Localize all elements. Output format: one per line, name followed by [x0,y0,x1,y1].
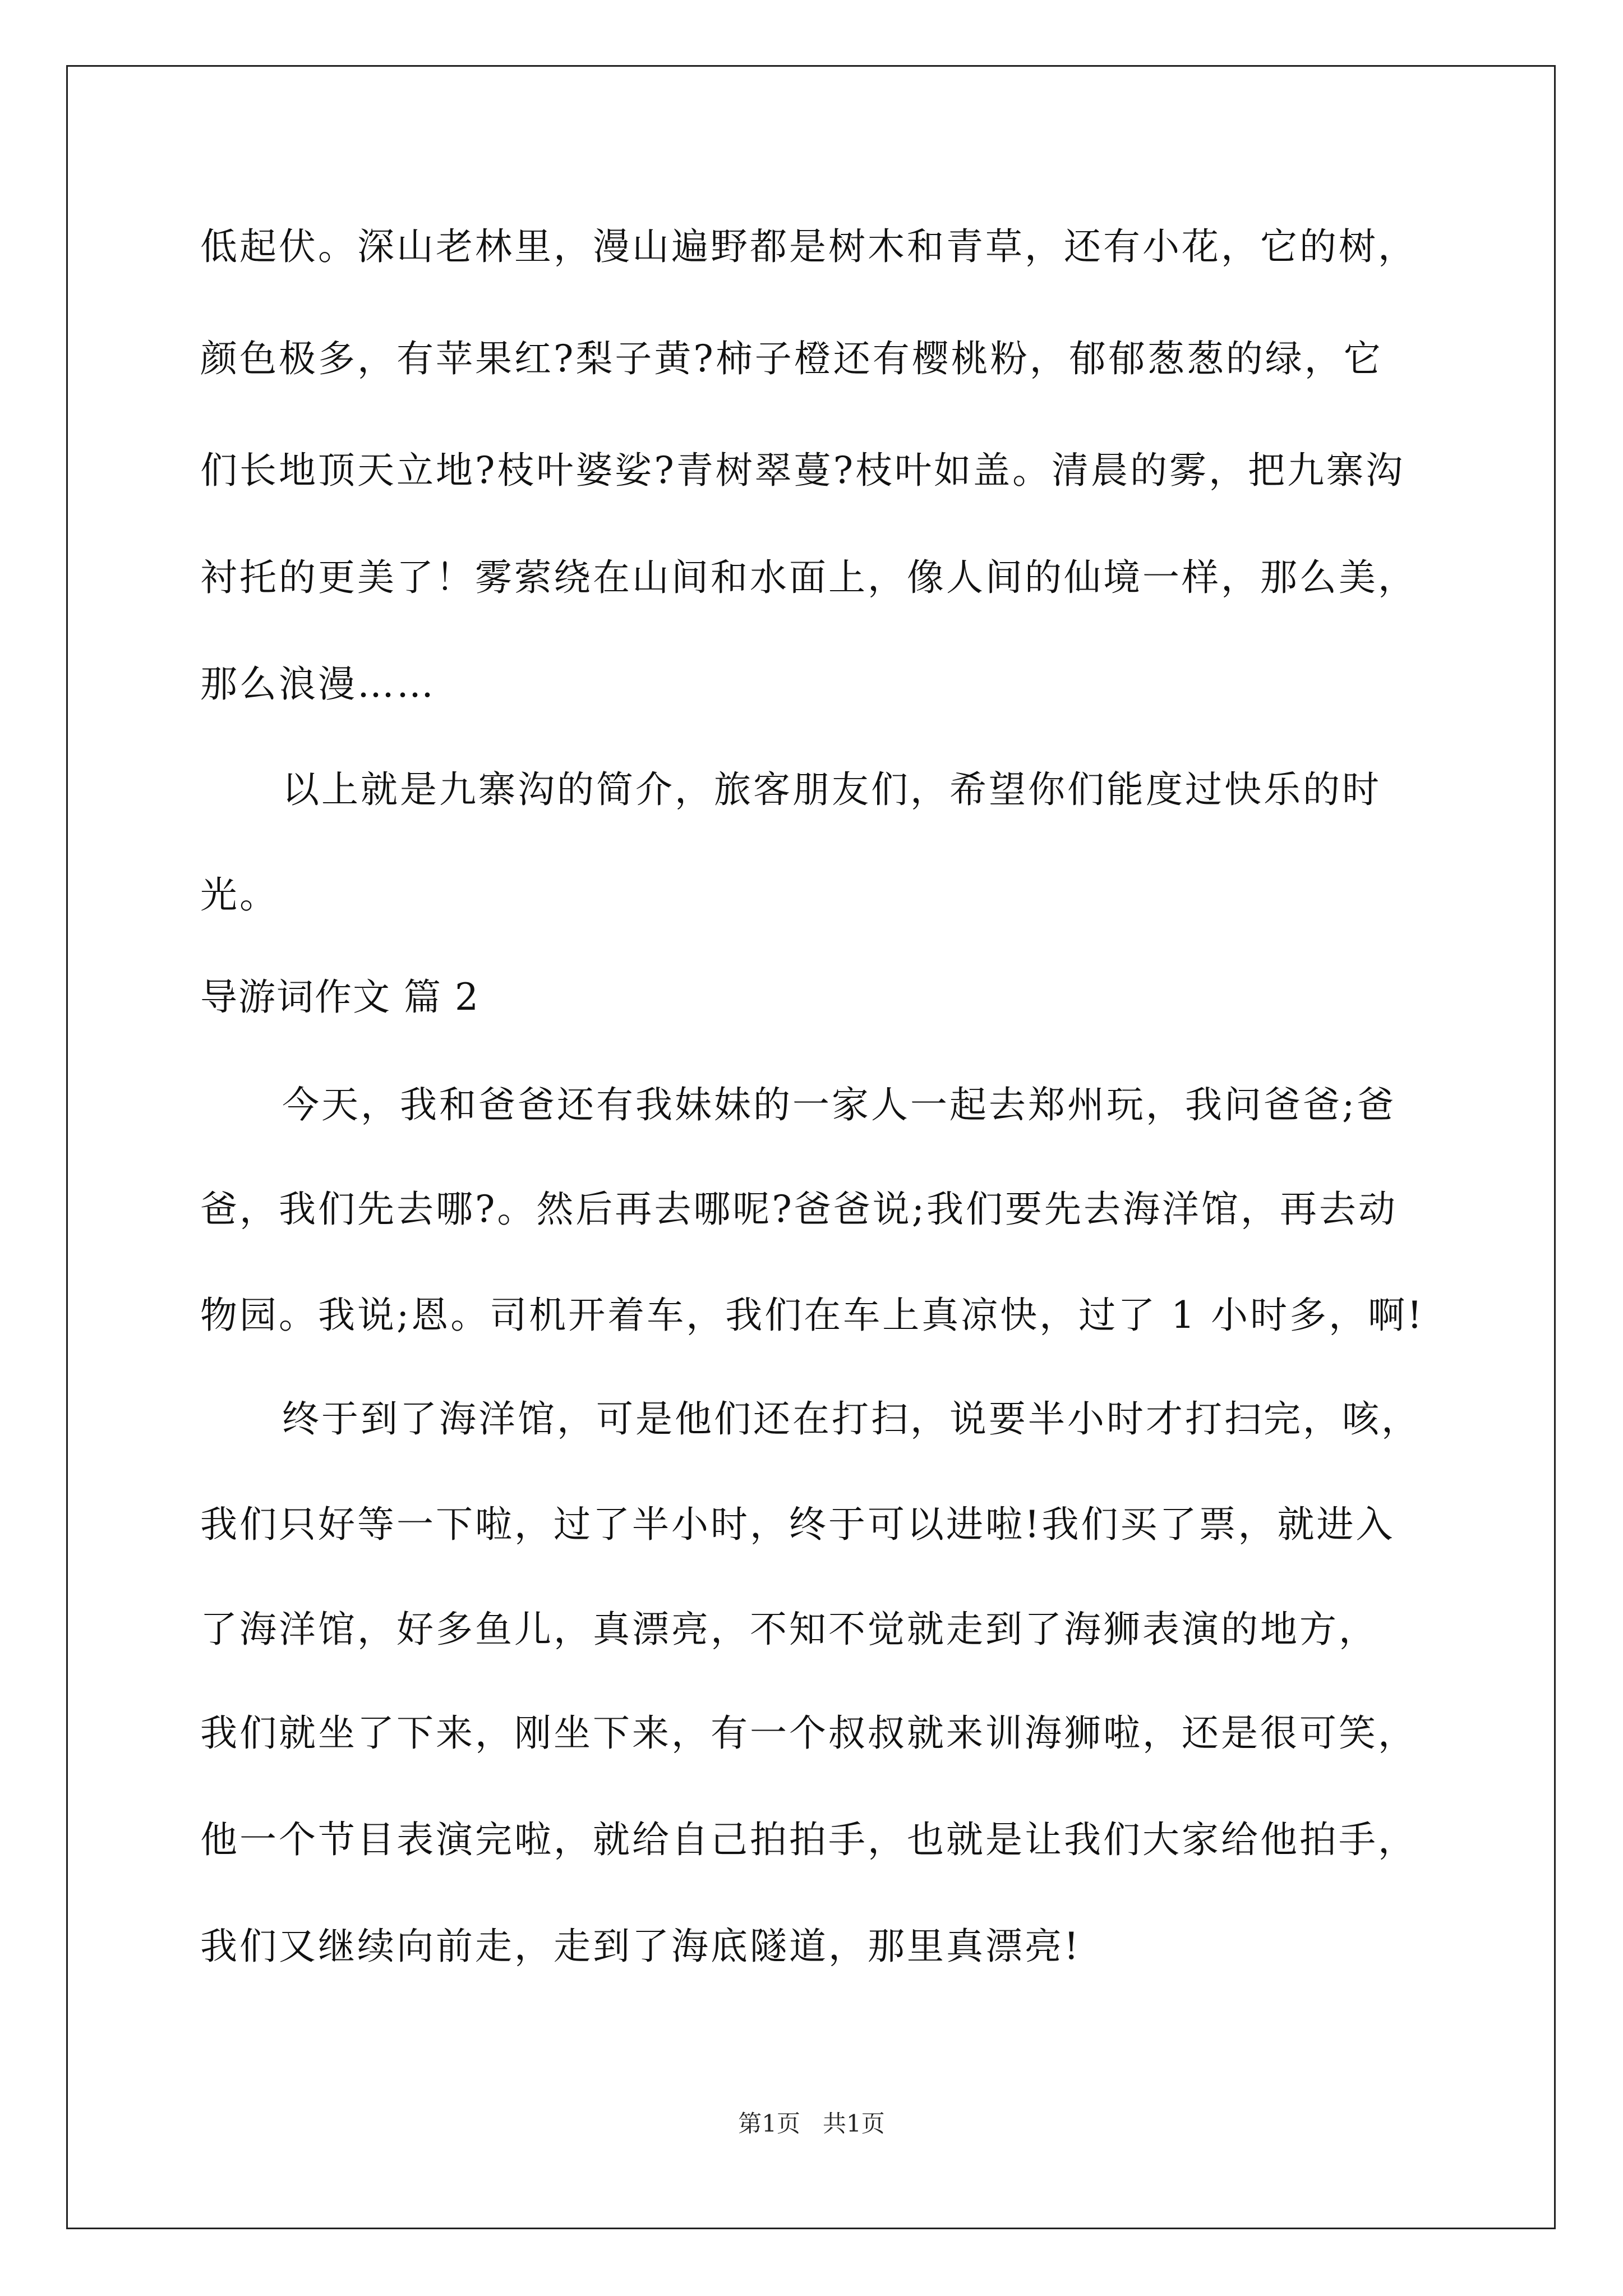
paragraph-line: 衬托的更美了！雾萦绕在山间和水面上，像人间的仙境一样，那么美， [200,556,1417,599]
paragraph-line: 光。 [200,873,279,917]
paragraph-line: 我们只好等一下啦，过了半小时，终于可以进啦!我们买了票，就进入 [200,1503,1395,1546]
paragraph-line: 了海洋馆，好多鱼儿，真漂亮，不知不觉就走到了海狮表演的地方， [200,1608,1378,1651]
paragraph-line: 颜色极多，有苹果红?梨子黄?柿子橙还有樱桃粉，郁郁葱葱的绿，它 [200,337,1383,380]
paragraph-line: 低起伏。深山老林里，漫山遍野都是树木和青草，还有小花，它的树， [200,225,1417,268]
section-heading: 导游词作文 篇 2 [200,976,479,1019]
paragraph-line: 我们又继续向前走，走到了海底隧道，那里真漂亮! [200,1925,1081,1968]
page-footer: 第1页 共1页 [738,2110,885,2137]
page-border [66,65,1556,2229]
paragraph-line: 他一个节目表演完啦，就给自己拍拍手，也就是让我们大家给他拍手， [200,1818,1417,1861]
paragraph-line: 今天，我和爸爸还有我妹妹的一家人一起去郑州玩，我问爸爸;爸 [282,1083,1396,1126]
paragraph-line: 物园。我说;恩。司机开着车，我们在车上真凉快，过了 1 小时多，啊! [200,1294,1424,1337]
paragraph-line: 们长地顶天立地?枝叶婆娑?青树翠蔓?枝叶如盖。清晨的雾，把九寨沟 [200,449,1405,492]
paragraph-line: 我们就坐了下来，刚坐下来，有一个叔叔就来训海狮啦，还是很可笑， [200,1711,1417,1755]
paragraph-line: 终于到了海洋馆，可是他们还在打扫，说要半小时才打扫完，咳， [282,1397,1421,1441]
paragraph-line: 以上就是九寨沟的简介，旅客朋友们，希望你们能度过快乐的时 [282,768,1381,811]
paragraph-line: 爸，我们先去哪?。然后再去哪呢?爸爸说;我们要先去海洋馆，再去动 [200,1188,1398,1231]
paragraph-line: 那么浪漫…… [200,662,436,706]
